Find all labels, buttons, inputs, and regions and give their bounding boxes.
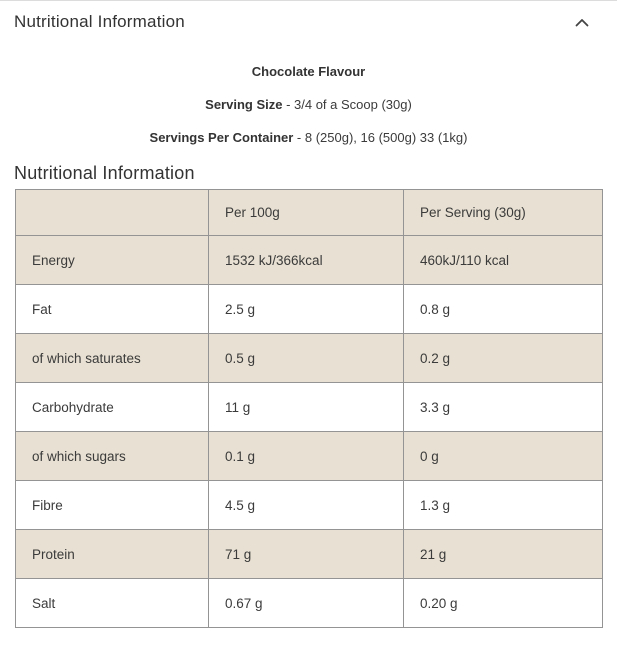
col-header-per-serving: Per Serving (30g): [404, 190, 603, 236]
row-value-per-serving: 1.3 g: [404, 481, 603, 530]
table-row-fibre: [16, 481, 603, 530]
serving-size-label: Serving Size: [205, 97, 283, 112]
row-value-per-100g: 1532 kJ/366kcal: [209, 236, 404, 285]
row-label: Carbohydrate: [16, 383, 209, 432]
row-value-per-100g: 71 g: [209, 530, 404, 579]
row-label: of which saturates: [16, 334, 209, 383]
table-row-salt: [16, 579, 603, 628]
row-label: of which sugars: [16, 432, 209, 481]
table-row-protein: [16, 530, 603, 579]
row-value-per-100g: 11 g: [209, 383, 404, 432]
servings-per-container-line: [0, 130, 617, 145]
row-value-per-100g: 4.5 g: [209, 481, 404, 530]
row-value-per-serving: 3.3 g: [404, 383, 603, 432]
servings-per-container-value: - 8 (250g), 16 (500g) 33 (1kg): [293, 130, 468, 145]
row-label: Fibre: [16, 481, 209, 530]
accordion-title: Nutritional Information: [14, 12, 185, 31]
nutrition-table-heading: Nutritional Information: [14, 163, 195, 183]
row-value-per-serving: 0.2 g: [404, 334, 603, 383]
serving-size-value: - 3/4 of a Scoop (30g): [282, 97, 412, 112]
table-row-saturates: [16, 334, 603, 383]
serving-size-line: [0, 97, 617, 112]
row-value-per-serving: 0.8 g: [404, 285, 603, 334]
row-value-per-serving: 0 g: [404, 432, 603, 481]
row-label: Protein: [16, 530, 209, 579]
row-value-per-100g: 0.67 g: [209, 579, 404, 628]
servings-per-container-label: Servings Per Container: [149, 130, 294, 145]
row-value-per-100g: 2.5 g: [209, 285, 404, 334]
row-value-per-serving: 0.20 g: [404, 579, 603, 628]
chevron-up-icon[interactable]: [575, 18, 589, 27]
row-value-per-serving: 460kJ/110 kcal: [404, 236, 603, 285]
col-header-blank: [16, 190, 209, 236]
row-label: Energy: [16, 236, 209, 285]
flavour-text: Chocolate Flavour: [251, 64, 366, 79]
table-row-fat: [16, 285, 603, 334]
table-row-sugars: [16, 432, 603, 481]
row-value-per-100g: 0.5 g: [209, 334, 404, 383]
table-row-energy: [16, 236, 603, 285]
row-label: Fat: [16, 285, 209, 334]
product-info-block: [0, 41, 617, 145]
table-header-row: [16, 190, 603, 236]
row-label: Salt: [16, 579, 209, 628]
col-header-per-100g: Per 100g: [209, 190, 404, 236]
accordion-header-nutritional-information[interactable]: [0, 1, 617, 41]
row-value-per-100g: 0.1 g: [209, 432, 404, 481]
flavour-line: [0, 64, 617, 79]
nutrition-table: [15, 189, 603, 628]
row-value-per-serving: 21 g: [404, 530, 603, 579]
table-row-carbohydrate: [16, 383, 603, 432]
